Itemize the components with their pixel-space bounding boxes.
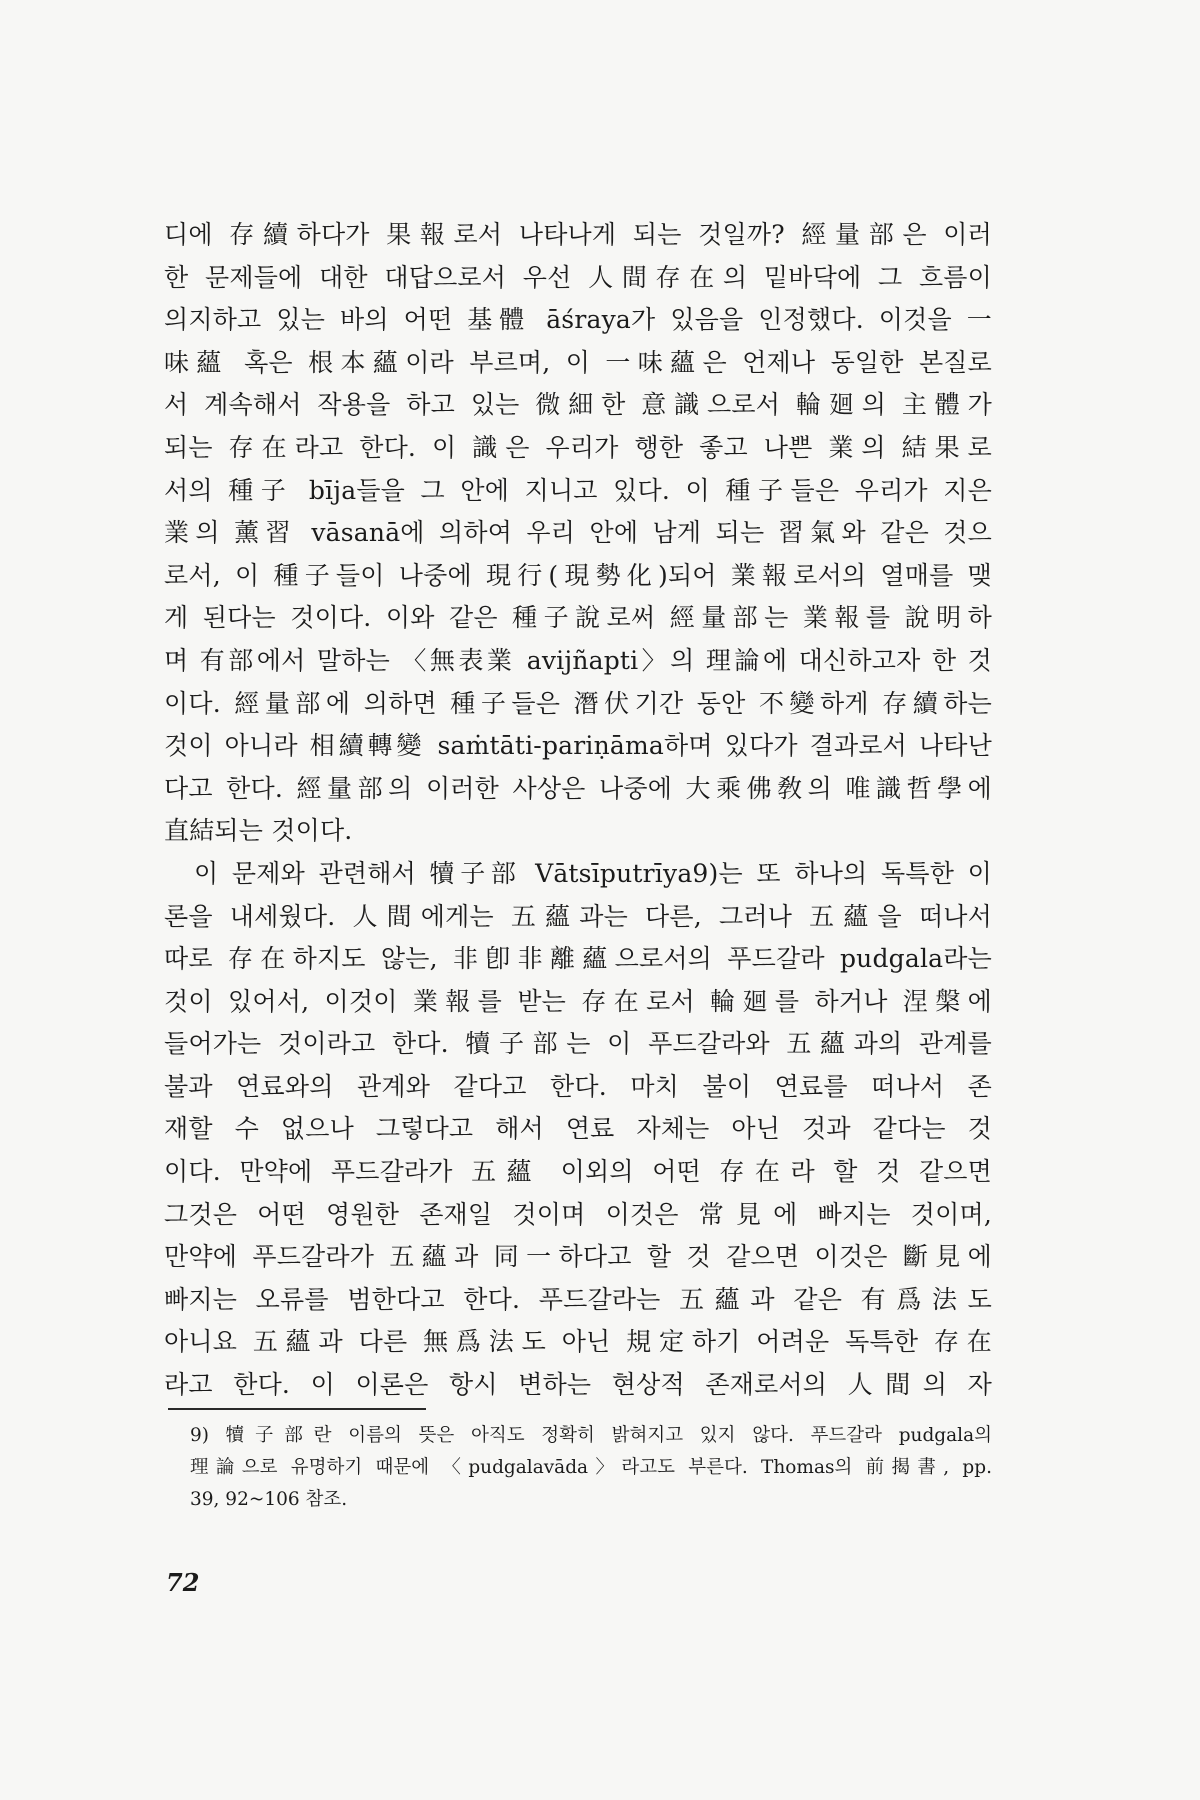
text-line: 業의 薰習 vāsanā에 의하여 우리 안에 남게 되는 習氣와 같은 것으 [164,518,992,548]
text-line: 의지하고 있는 바의 어떤 基體 āśraya가 있음을 인정했다. 이것을 一 [164,305,992,335]
text-line: 따로 存在하지도 않는, 非卽非離蘊으로서의 푸드갈라 pudgala라는 [164,944,992,974]
text-line: 이다. 經量部에 의하면 種子들은 潛伏기간 동안 不變하게 存續하는 [164,688,992,718]
footnote-line: 39, 92~106 참조. [190,1489,348,1510]
text-line: 서 계속해서 작용을 하고 있는 微細한 意識으로서 輪廻의 主體가 [164,390,992,420]
text-line: 것이 아니라 相續轉變 saṁtāti-pariṇāma하며 있다가 결과로서 나타난 [164,731,992,761]
text-line: 라고 한다. 이 이론은 항시 변하는 현상적 존재로서의 人間의 자 [164,1370,992,1400]
text-line: 서의 種子 bīja들을 그 안에 지니고 있다. 이 種子들은 우리가 지은 [164,475,992,505]
text-line: 것이 있어서, 이것이 業報를 받는 存在로서 輪廻를 하거나 涅槃에 [164,986,992,1016]
text-line: 이다. 만약에 푸드갈라가 五蘊 이외의 어떤 存在라 할 것 같으면 [164,1157,992,1187]
footnote [190,1420,992,1516]
footnote-line: 9) 犢子部란 이름의 뜻은 아직도 정확히 밝혀지고 있지 않다. 푸드갈라 pudgala의 [190,1425,992,1446]
text-line: 빠지는 오류를 범한다고 한다. 푸드갈라는 五蘊과 같은 有爲法도 [164,1284,992,1314]
text-line: 한 문제들에 대한 대답으로서 우선 人間存在의 밑바닥에 그 흐름이 [164,262,992,292]
text-line: 디에 存續하다가 果報로서 나타나게 되는 것일까? 經量部은 이러 [164,220,992,249]
text-line: 아니요 五蘊과 다른 無爲法도 아닌 規定하기 어려운 독특한 存在 [164,1327,992,1357]
text-line: 味蘊 혹은 根本蘊이라 부르며, 이 一味蘊은 언제나 동일한 본질로 [164,347,992,377]
footnote-line: 理論으로 유명하기 때문에 〈pudgalavāda〉라고도 부른다. Thomas의 前揭書, pp. [190,1457,992,1478]
text-line: 재할 수 없으나 그렇다고 해서 연료 자체는 아닌 것과 같다는 것 [164,1114,992,1144]
paragraph-start-line: 이 문제와 관련해서 犢子部 Vātsīputrīya9)는 또 하나의 독특한 이 [194,858,992,888]
body-text [164,214,992,1407]
page-number: 72 [166,1568,200,1597]
text-line: 다고 한다. 經量部의 이러한 사상은 나중에 大乘佛敎의 唯識哲學에 [164,773,992,803]
text-line: 그것은 어떤 영원한 존재일 것이며 이것은 常見에 빠지는 것이며, [164,1199,992,1229]
paragraph-end-line: 直結되는 것이다. [164,816,353,846]
text-line: 게 된다는 것이다. 이와 같은 種子說로써 經量部는 業報를 說明하 [164,603,992,633]
text-line: 며 有部에서 말하는 〈無表業 avijñapti〉의 理論에 대신하고자 한 것 [164,645,992,675]
text-line: 들어가는 것이라고 한다. 犢子部는 이 푸드갈라와 五蘊과의 관계를 [164,1029,992,1059]
text-line: 만약에 푸드갈라가 五蘊과 同一하다고 할 것 같으면 이것은 斷見에 [164,1242,992,1272]
text-line: 론을 내세웠다. 人間에게는 五蘊과는 다른, 그러나 五蘊을 떠나서 [164,901,992,931]
text-line: 로서, 이 種子들이 나중에 現行(現勢化)되어 業報로서의 열매를 맺 [164,560,992,590]
text-line: 불과 연료와의 관계와 같다고 한다. 마치 불이 연료를 떠나서 존 [164,1071,992,1101]
text-line: 되는 存在라고 한다. 이 識은 우리가 행한 좋고 나쁜 業의 結果로 [164,432,992,462]
footnote-divider [168,1408,426,1410]
